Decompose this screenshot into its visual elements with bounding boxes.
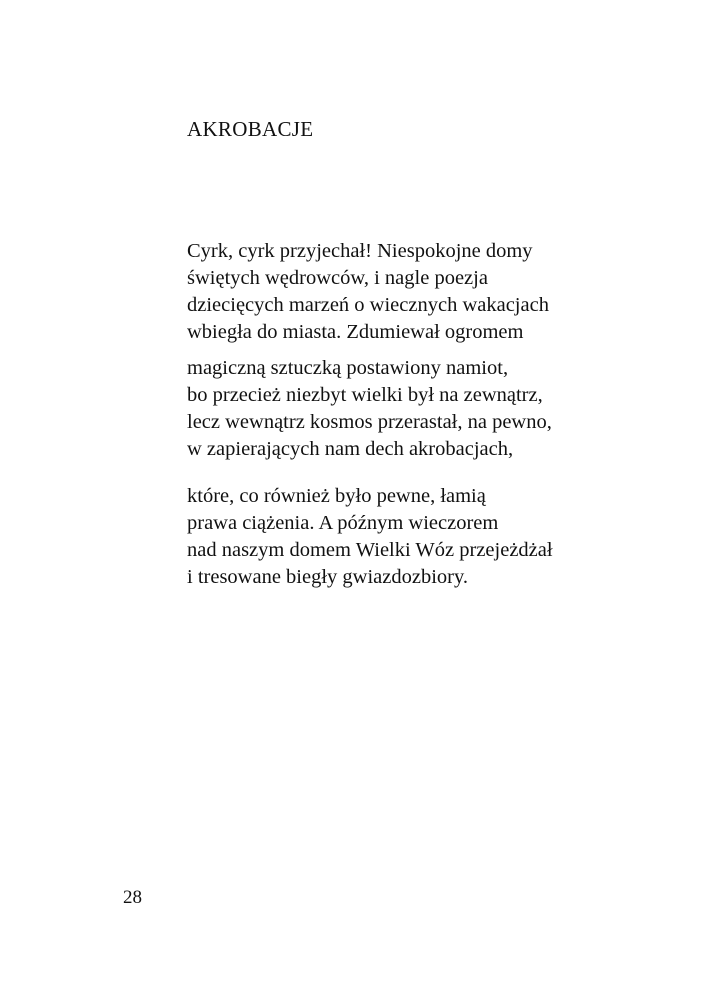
poem-line: bo przecież niezbyt wielki był na zewnątrz, [187, 384, 543, 406]
poem-line: prawa ciążenia. A późnym wieczorem [187, 512, 499, 534]
poem-line: magiczną sztuczką postawiony namiot, [187, 357, 509, 379]
page-number: 28 [123, 887, 142, 908]
stanza-2 [187, 355, 552, 463]
poem-line: dziecięcych marzeń o wiecznych wakacjach [187, 294, 549, 316]
poem-line: Cyrk, cyrk przyjechał! Niespokojne domy [187, 240, 533, 262]
poem-line: które, co również było pewne, łamią [187, 485, 486, 507]
stanza-1 [187, 238, 549, 346]
poem-line: nad naszym domem Wielki Wóz przejeżdżał [187, 539, 553, 561]
poem-line: lecz wewnątrz kosmos przerastał, na pewno, [187, 411, 552, 433]
poem-line: wbiegła do miasta. Zdumiewał ogromem [187, 321, 524, 343]
poem-line: świętych wędrowców, i nagle poezja [187, 267, 488, 289]
stanza-3 [187, 483, 553, 591]
poem-title: AKROBACJE [187, 117, 314, 141]
poem-line: w zapierających nam dech akrobacjach, [187, 438, 514, 460]
poem-line: i tresowane biegły gwiazdozbiory. [187, 566, 469, 588]
